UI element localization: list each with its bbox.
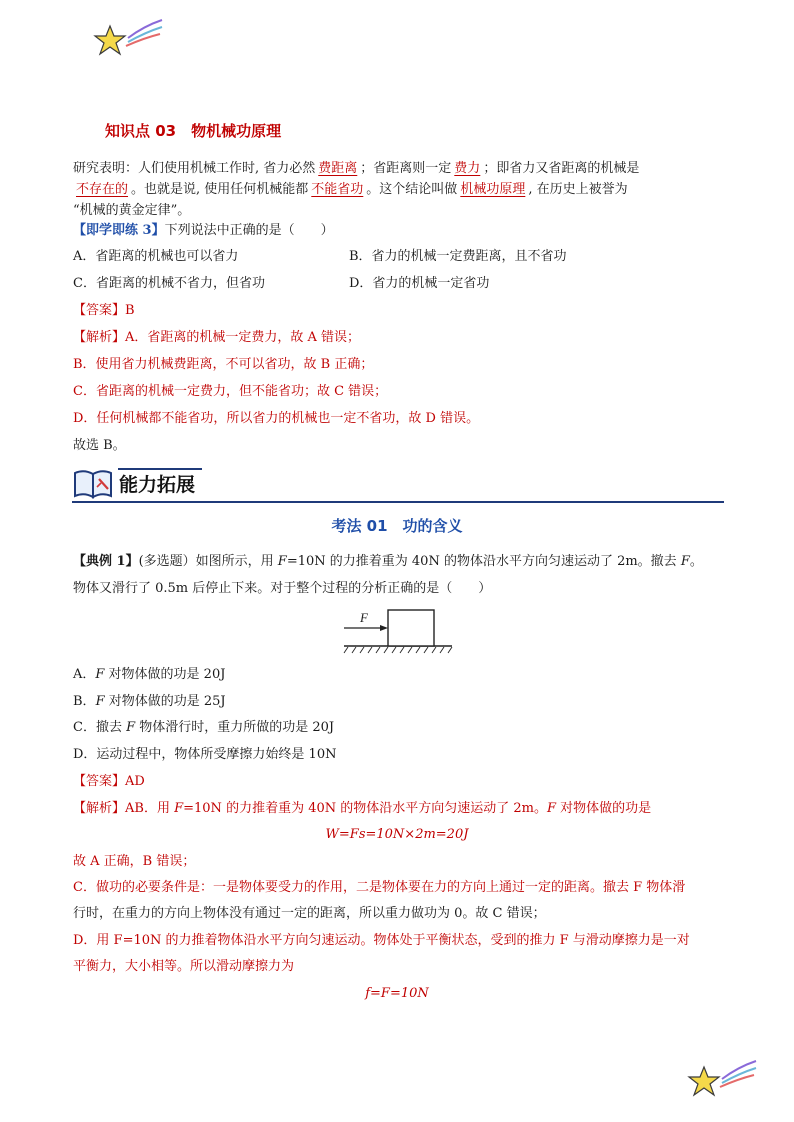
example-option-b: B．F 对物体做的功是 25J xyxy=(73,694,226,709)
blank-1: 费距离 xyxy=(318,161,358,176)
example-analysis-1: 【解析】AB．用 F=10N 的力推着重为 40N 的物体沿水平方向匀速运动了 2m。F 对物体做的功是 xyxy=(73,801,652,816)
example-option-d: D．运动过程中，物体所受摩擦力始终是 10N xyxy=(73,747,337,762)
practice-analysis-4: D．任何机械都不能省功，所以省力的机械也一定不省功，故 D 错误。 xyxy=(73,411,480,426)
banner-title: 能力拓展 xyxy=(119,474,196,496)
practice-option-a: A．省距离的机械也可以省力 xyxy=(73,249,239,264)
practice-tag: 【即学即练 3】 xyxy=(73,223,165,238)
practice-analysis-3: C．省距离的机械一定费力，但不能省功；故 C 错误； xyxy=(73,384,388,399)
example-analysis-4: 行时，在重力的方向上物体没有通过一定的距离，所以重力做功为 0。故 C 错误； xyxy=(73,906,546,921)
practice-conclusion: 故选 B。 xyxy=(73,438,126,453)
practice-analysis-2: B．使用省力机械费距离，不可以省功，故 B 正确； xyxy=(73,357,374,372)
practice-option-c: C．省距离的机械不省力，但省功 xyxy=(73,276,265,291)
example-option-c: C．撤去 F 物体滑行时，重力所做的功是 20J xyxy=(73,720,335,735)
blank-2: 费力 xyxy=(454,161,481,176)
star-decoration-bottom xyxy=(686,1057,758,1101)
practice-option-d: D．省力的机械一定省功 xyxy=(349,276,490,291)
star-decoration-top xyxy=(92,16,164,60)
banner-divider xyxy=(72,501,724,503)
section-title: 知识点 03 物机械功原理 xyxy=(105,122,282,140)
banner-top-rule xyxy=(118,468,202,470)
example-analysis-5: D．用 F=10N 的力推着物体沿水平方向匀速运动。物体处于平衡状态，受到的推力 F 与滑动摩擦力是一对 xyxy=(73,933,690,948)
practice-option-b: B．省力的机械一定费距离，且不省功 xyxy=(349,249,567,264)
practice-analysis-1: 【解析】A．省距离的机械一定费力，故 A 错误； xyxy=(73,330,361,345)
example-analysis-6: 平衡力，大小相等。所以滑动摩擦力为 xyxy=(73,959,295,974)
force-label: F xyxy=(360,610,368,625)
theory-line-1: 研究表明：人们使用机械工作时, 省力必然 费距离 ；省距离则一定 费力 ；即省力又省距离的机械是 xyxy=(73,161,640,176)
force-block-figure xyxy=(340,606,456,656)
practice-answer: 【答案】B xyxy=(73,303,135,318)
example-question-line-2: 物体又滑行了 0.5m 后停止下来。对于整个过程的分析正确的是（ ） xyxy=(73,581,492,596)
blank-4: 不能省功 xyxy=(311,182,364,197)
example-analysis-2: 故 A 正确，B 错误； xyxy=(73,854,196,869)
formula-friction: f=F=10N xyxy=(365,986,429,1001)
example-option-a: A．F 对物体做的功是 20J xyxy=(73,667,226,682)
blank-5: 机械功原理 xyxy=(460,182,526,197)
theory-line-3: “机械的黄金定律”。 xyxy=(73,203,191,218)
example-answer: 【答案】AD xyxy=(73,774,145,789)
example-analysis-3: C．做功的必要条件是：一是物体要受力的作用，二是物体要在力的方向上通过一定的距离。撤去 F 物体滑 xyxy=(73,880,686,895)
blank-3: 不存在的 xyxy=(76,182,129,197)
block-rect xyxy=(388,610,434,646)
theory-line-2: 不存在的 。也就是说, 使用任何机械能都 不能省功 。这个结论叫做 机械功原理 , 在历史上被誉为 xyxy=(73,181,628,199)
method-title: 考法 01 功的含义 xyxy=(331,517,463,535)
formula-work: W=Fs=10N×2m=20J xyxy=(325,827,469,842)
example-question-line-1: 【典例 1】(多选题）如图所示，用 F=10N 的力推着重为 40N 的物体沿水平方向匀速运动了 2m。撤去 F。 xyxy=(73,554,703,569)
practice-question: 【即学即练 3】下列说法中正确的是（ ） xyxy=(73,223,334,238)
book-icon xyxy=(72,467,114,501)
example-tag: 【典例 1】 xyxy=(73,554,139,569)
